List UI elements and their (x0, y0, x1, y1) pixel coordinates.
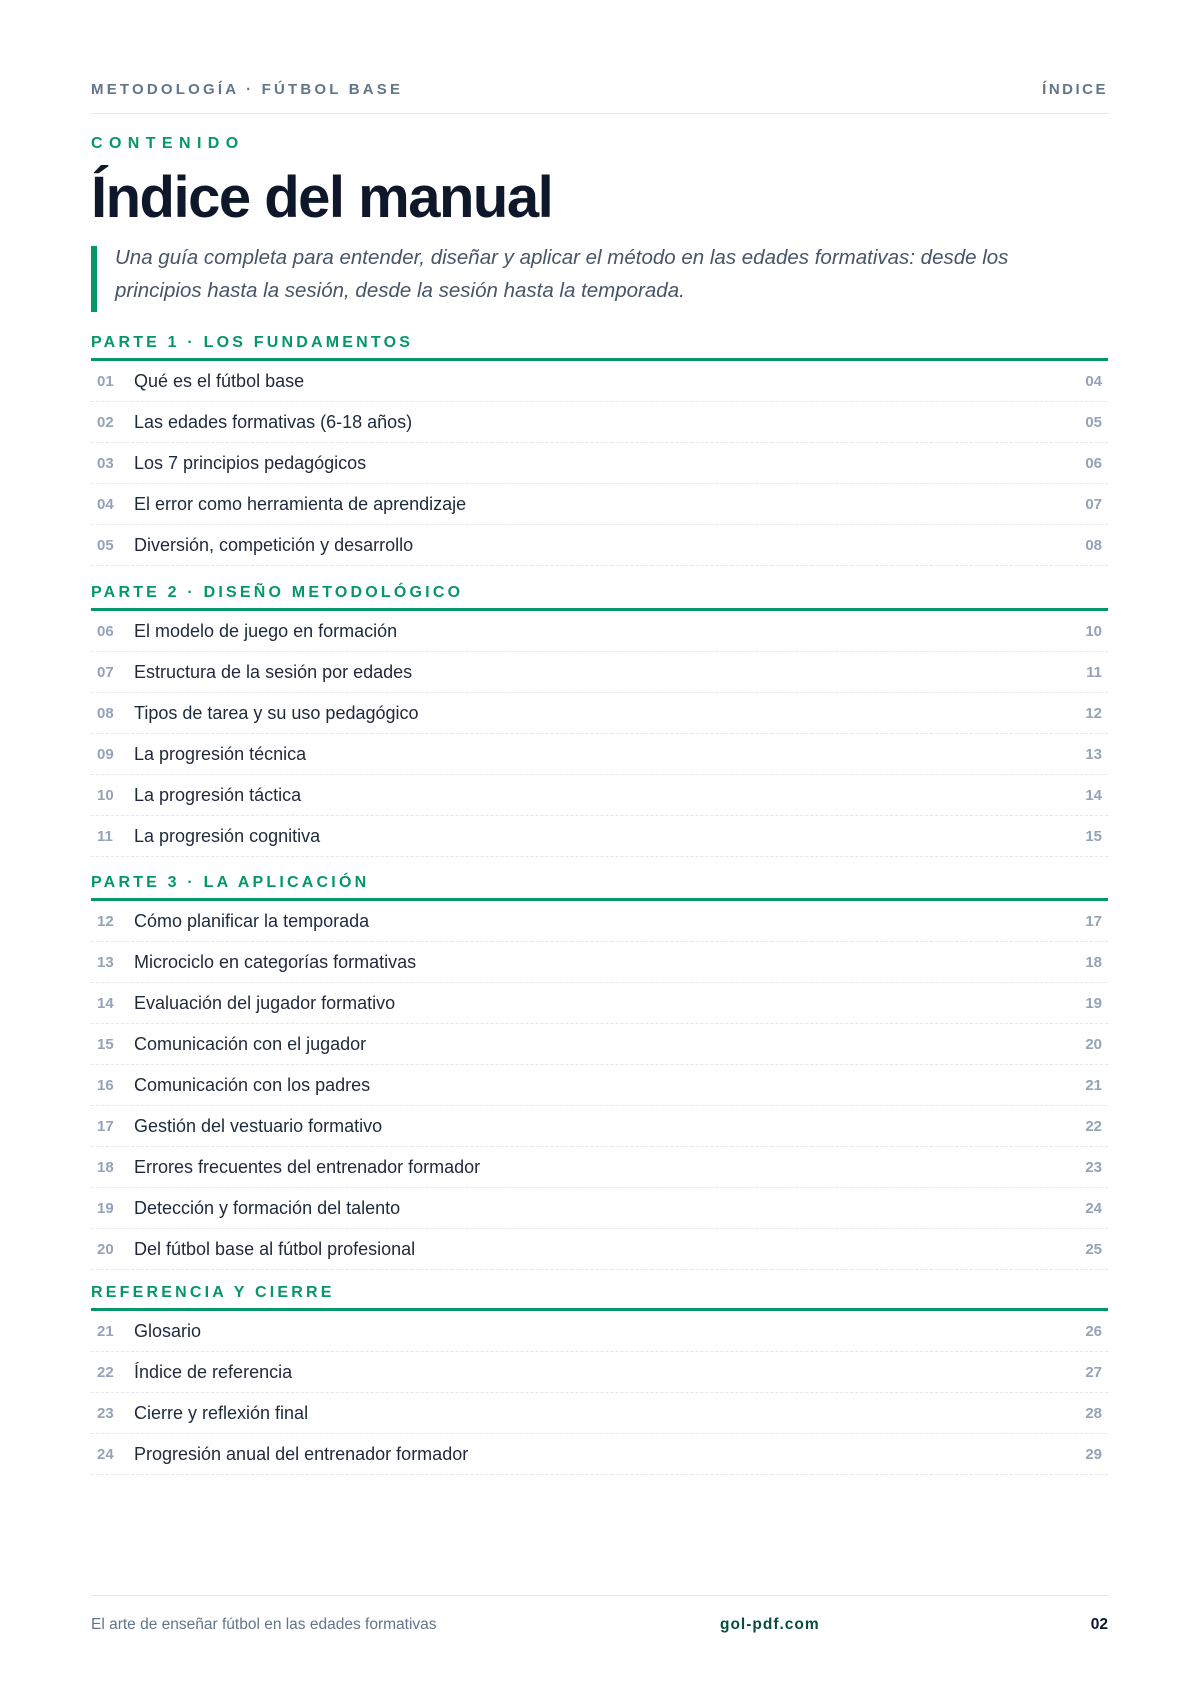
toc-entry[interactable] (91, 611, 1108, 652)
entry-title: Las edades formativas (6-18 años) (134, 412, 413, 432)
entry-page: 13 (1085, 746, 1102, 763)
page-title: Índice del manual (91, 165, 553, 230)
entry-number: 07 (97, 664, 114, 681)
section-header (91, 326, 1108, 361)
entry-page: 07 (1085, 496, 1102, 513)
entry-page: 24 (1085, 1200, 1102, 1217)
entry-page: 08 (1085, 537, 1102, 554)
entry-page: 29 (1085, 1446, 1102, 1463)
entry-title: Los 7 principios pedagógicos (134, 453, 367, 473)
entry-page: 10 (1085, 623, 1102, 640)
entry-title: Qué es el fútbol base (134, 371, 305, 391)
toc-entry[interactable] (91, 734, 1108, 775)
entry-title: El error como herramienta de aprendizaje (134, 494, 467, 514)
toc-entry[interactable] (91, 1188, 1108, 1229)
footer-book-title: El arte de enseñar fútbol en las edades formativas (91, 1616, 437, 1633)
section-title: PARTE 1 · LOS FUNDAMENTOS (91, 334, 414, 351)
entry-title: Diversión, competición y desarrollo (134, 535, 414, 555)
entry-number: 06 (97, 623, 114, 640)
entry-number: 03 (97, 455, 114, 472)
entry-page: 12 (1085, 705, 1102, 722)
entry-title: Índice de referencia (134, 1362, 293, 1382)
entry-title: Comunicación con el jugador (134, 1034, 367, 1054)
entry-title: Detección y formación del talento (134, 1198, 401, 1218)
toc-entry[interactable] (91, 1147, 1108, 1188)
section-header (91, 1276, 1108, 1311)
toc-entry[interactable] (91, 652, 1108, 693)
entry-page: 05 (1085, 414, 1102, 431)
section-title: REFERENCIA Y CIERRE (91, 1284, 335, 1301)
entry-number: 10 (97, 787, 114, 804)
entry-number: 15 (97, 1036, 114, 1053)
toc-entry[interactable] (91, 402, 1108, 443)
header-running-title: METODOLOGÍA · FÚTBOL BASE (91, 81, 404, 98)
lead-quote (91, 246, 1108, 312)
page-number: 02 (1090, 1616, 1108, 1633)
toc-entry[interactable] (91, 816, 1108, 857)
entry-number: 12 (97, 913, 114, 930)
lead-accent-bar (91, 246, 97, 312)
entry-number: 02 (97, 414, 114, 431)
toc-section-2 (91, 576, 1108, 857)
entry-number: 11 (97, 828, 113, 845)
entry-page: 23 (1085, 1159, 1102, 1176)
entry-number: 16 (97, 1077, 114, 1094)
entry-title: Microciclo en categorías formativas (134, 952, 417, 972)
entry-page: 17 (1085, 913, 1102, 930)
entry-title: Errores frecuentes del entrenador formador (134, 1157, 481, 1177)
toc-entry[interactable] (91, 1352, 1108, 1393)
entry-number: 13 (97, 954, 114, 971)
entry-number: 14 (97, 995, 114, 1012)
toc-entry[interactable] (91, 1311, 1108, 1352)
entry-number: 19 (97, 1200, 114, 1217)
entry-page: 22 (1085, 1118, 1102, 1135)
page (91, 0, 1108, 1683)
entry-title: Cómo planificar la temporada (134, 911, 370, 931)
toc-entry[interactable] (91, 1229, 1108, 1270)
toc-section-3 (91, 866, 1108, 1270)
toc-entry[interactable] (91, 901, 1108, 942)
section-title: PARTE 3 · LA APLICACIÓN (91, 874, 370, 891)
toc-entry[interactable] (91, 1024, 1108, 1065)
entry-number: 08 (97, 705, 114, 722)
toc-entry[interactable] (91, 525, 1108, 566)
toc-entry[interactable] (91, 983, 1108, 1024)
entry-page: 27 (1085, 1364, 1102, 1381)
entry-page: 26 (1085, 1323, 1102, 1340)
page-footer (91, 1595, 1108, 1646)
entry-title: El modelo de juego en formación (134, 621, 398, 641)
toc-entry[interactable] (91, 1106, 1108, 1147)
toc-entry[interactable] (91, 1434, 1108, 1475)
section-header (91, 576, 1108, 611)
entry-number: 20 (97, 1241, 114, 1258)
entry-title: Estructura de la sesión por edades (134, 662, 413, 682)
entry-number: 17 (97, 1118, 114, 1135)
lead-text: Una guía completa para entender, diseñar y aplicar el método en las edades formativas: desde los principios hasta la sesión, desde la sesión hasta la temporada. (115, 246, 1009, 302)
entry-page: 11 (1086, 664, 1102, 681)
entry-number: 01 (97, 373, 114, 390)
entry-page: 19 (1085, 995, 1102, 1012)
entry-page: 25 (1085, 1241, 1102, 1258)
entry-title: Progresión anual del entrenador formador (134, 1444, 469, 1464)
entry-number: 23 (97, 1405, 114, 1422)
toc-entry[interactable] (91, 775, 1108, 816)
entry-number: 24 (97, 1446, 114, 1463)
section-header (91, 866, 1108, 901)
toc-entry[interactable] (91, 1065, 1108, 1106)
toc-entry[interactable] (91, 942, 1108, 983)
entry-page: 14 (1085, 787, 1102, 804)
entry-title: Del fútbol base al fútbol profesional (134, 1239, 416, 1259)
entry-page: 20 (1085, 1036, 1102, 1053)
toc-entry[interactable] (91, 361, 1108, 402)
entry-title: Cierre y reflexión final (134, 1403, 309, 1423)
entry-number: 21 (97, 1323, 114, 1340)
toc-entry[interactable] (91, 693, 1108, 734)
entry-title: Glosario (134, 1321, 202, 1341)
entry-number: 05 (97, 537, 114, 554)
toc-entry[interactable] (91, 484, 1108, 525)
toc-section-4 (91, 1276, 1108, 1475)
header-section-label: ÍNDICE (1042, 81, 1108, 98)
entry-title: Tipos de tarea y su uso pedagógico (134, 703, 419, 723)
entry-title: Gestión del vestuario formativo (134, 1116, 383, 1136)
toc-entry[interactable] (91, 1393, 1108, 1434)
entry-page: 21 (1085, 1077, 1102, 1094)
footer-site-link[interactable]: gol-pdf.com (720, 1616, 820, 1633)
entry-title: Evaluación del jugador formativo (134, 993, 396, 1013)
toc-section-1 (91, 326, 1108, 566)
entry-number: 09 (97, 746, 114, 763)
entry-title: Comunicación con los padres (134, 1075, 371, 1095)
toc-entry[interactable] (91, 443, 1108, 484)
entry-page: 15 (1085, 828, 1102, 845)
entry-title: La progresión táctica (134, 785, 302, 805)
entry-page: 04 (1085, 373, 1102, 390)
entry-number: 18 (97, 1159, 114, 1176)
entry-page: 18 (1085, 954, 1102, 971)
entry-title: La progresión cognitiva (134, 826, 321, 846)
page-header (91, 81, 1108, 114)
section-title: PARTE 2 · DISEÑO METODOLÓGICO (91, 584, 464, 601)
entry-number: 04 (97, 496, 114, 513)
entry-number: 22 (97, 1364, 114, 1381)
entry-page: 28 (1085, 1405, 1102, 1422)
kicker-label: CONTENIDO (91, 135, 245, 152)
entry-title: La progresión técnica (134, 744, 307, 764)
entry-page: 06 (1085, 455, 1102, 472)
